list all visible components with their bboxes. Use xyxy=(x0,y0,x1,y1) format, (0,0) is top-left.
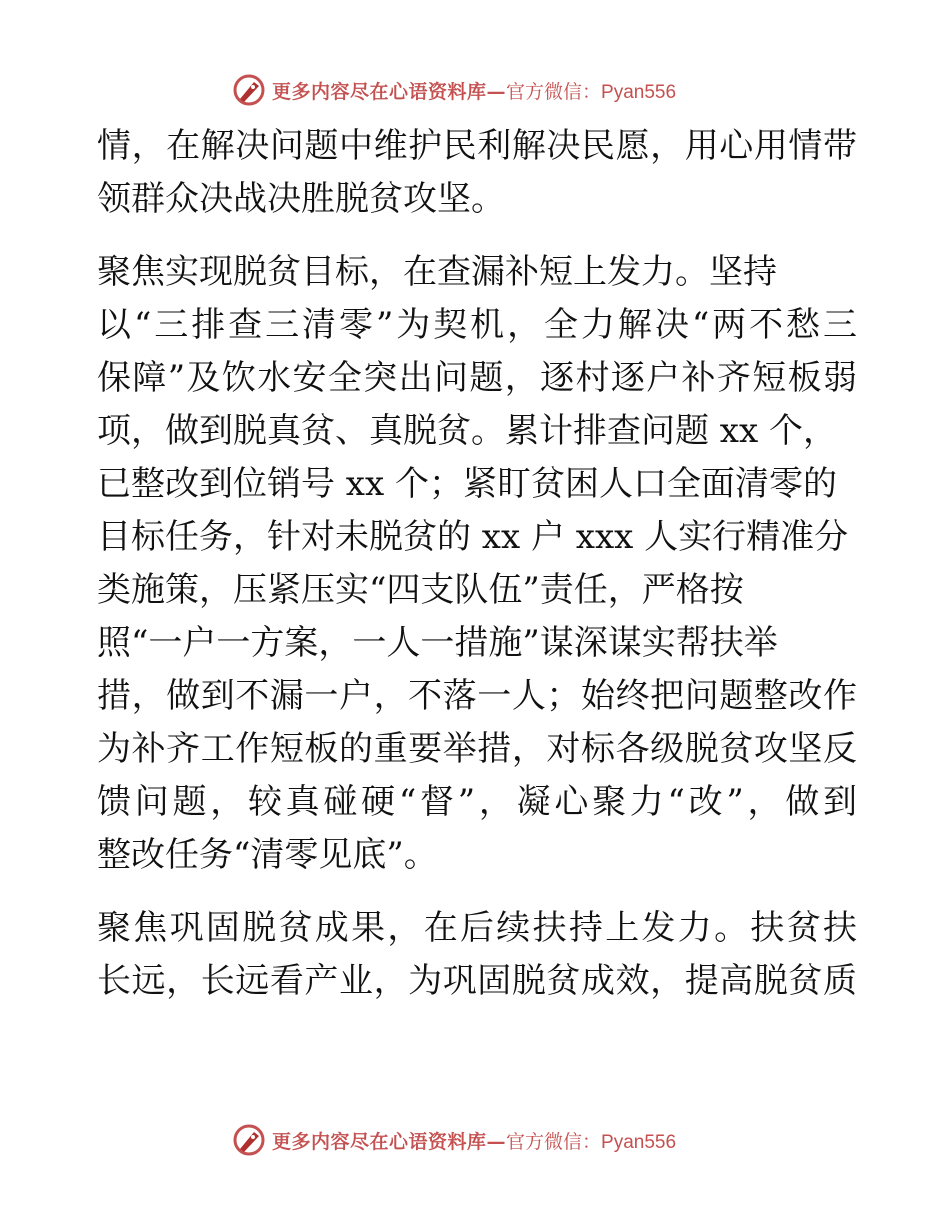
text-line: 以“三排查三清零”为契机，全力解决“两不愁三 xyxy=(97,305,857,345)
document-body xyxy=(97,120,857,1028)
text-line: 为补齐工作短板的重要举措，对标各级脱贫攻坚反 xyxy=(97,729,857,769)
paragraph-1 xyxy=(97,120,857,226)
text-line: 已整改到位销号 xx 个；紧盯贫困人口全面清零的 xyxy=(97,464,837,504)
text-line: 措，做到不漏一户，不落一人；始终把问题整改作 xyxy=(97,676,857,716)
pen-nib-logo-icon xyxy=(232,1123,266,1157)
text-line: 整改任务“清零见底”。 xyxy=(97,835,438,875)
footer-watermark xyxy=(232,1120,732,1160)
text-line: 聚焦实现脱贫目标，在查漏补短上发力。坚持 xyxy=(97,252,777,292)
pen-nib-logo-icon xyxy=(232,73,266,107)
text-line: 项，做到脱真贫、真脱贫。累计排查问题 xx 个， xyxy=(97,411,837,451)
watermark-contact: 官方微信：Pyan556 xyxy=(506,1131,677,1153)
watermark-text: 更多内容尽在心语资料库— xyxy=(272,80,507,103)
text-line: 保障”及饮水安全突出问题，逐村逐户补齐短板弱 xyxy=(97,358,857,398)
text-line: 领群众决战决胜脱贫攻坚。 xyxy=(97,179,505,219)
text-line: 馈问题，较真碰硬“督”，凝心聚力“改”，做到 xyxy=(97,782,857,822)
header-watermark xyxy=(232,70,732,110)
text-line: 类施策，压紧压实“四支队伍”责任，严格按 xyxy=(97,570,744,610)
watermark-text: 更多内容尽在心语资料库— xyxy=(272,1130,507,1153)
text-line: 目标任务，针对未脱贫的 xx 户 xxx 人实行精准分 xyxy=(97,517,849,557)
paragraph-3 xyxy=(97,902,857,1008)
text-line: 聚焦巩固脱贫成果，在后续扶持上发力。扶贫扶 xyxy=(97,908,857,948)
text-line: 长远，长远看产业，为巩固脱贫成效，提高脱贫质 xyxy=(97,961,857,1001)
watermark-contact: 官方微信：Pyan556 xyxy=(506,81,677,103)
text-line: 情，在解决问题中维护民利解决民愿，用心用情带 xyxy=(97,126,857,166)
text-line: 照“一户一方案，一人一措施”谋深谋实帮扶举 xyxy=(97,623,778,663)
paragraph-2 xyxy=(97,246,857,882)
